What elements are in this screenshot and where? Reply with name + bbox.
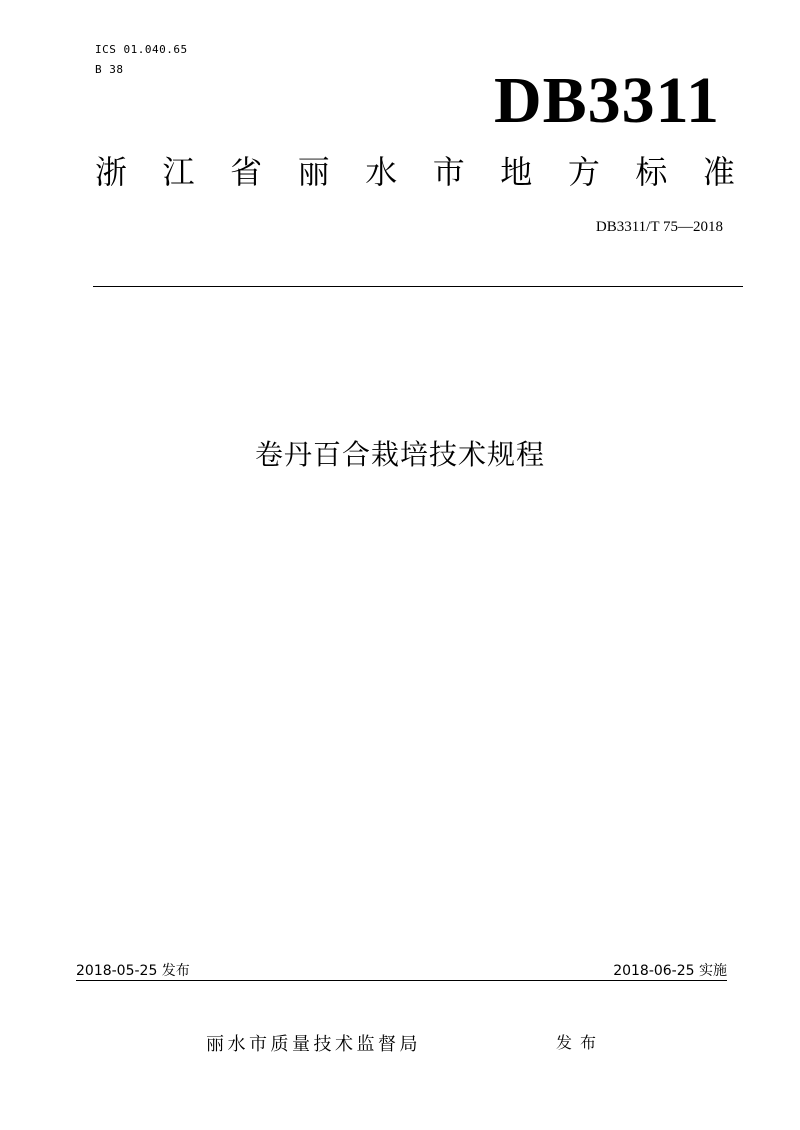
title-char: 省 xyxy=(230,153,263,191)
header-divider xyxy=(93,286,743,287)
title-char: 丽 xyxy=(297,153,330,191)
title-char: 地 xyxy=(500,153,533,191)
document-title: 卷丹百合栽培技术规程 xyxy=(254,438,545,471)
date-row xyxy=(76,958,727,981)
standard-number: DB3311/T 75—2018 xyxy=(595,219,723,235)
title-char: 市 xyxy=(432,153,465,191)
effective-date: 2018-06-25 实施 xyxy=(613,963,727,979)
title-char: 准 xyxy=(702,153,735,191)
ics-code: ICS 01.040.65 xyxy=(95,43,188,56)
title-char: 水 xyxy=(365,153,398,191)
title-char: 方 xyxy=(567,153,600,191)
issue-label: 发布 xyxy=(556,1033,605,1052)
title-char: 浙 xyxy=(95,153,128,191)
issuing-authority: 丽水市质量技术监督局 xyxy=(206,1034,421,1055)
ccs-code: B 38 xyxy=(95,63,124,76)
standard-category-title xyxy=(95,152,735,192)
publish-date: 2018-05-25 发布 xyxy=(76,963,190,979)
title-char: 标 xyxy=(635,153,668,191)
title-char: 江 xyxy=(162,153,195,191)
standard-code-heading: DB3311 xyxy=(493,64,720,137)
